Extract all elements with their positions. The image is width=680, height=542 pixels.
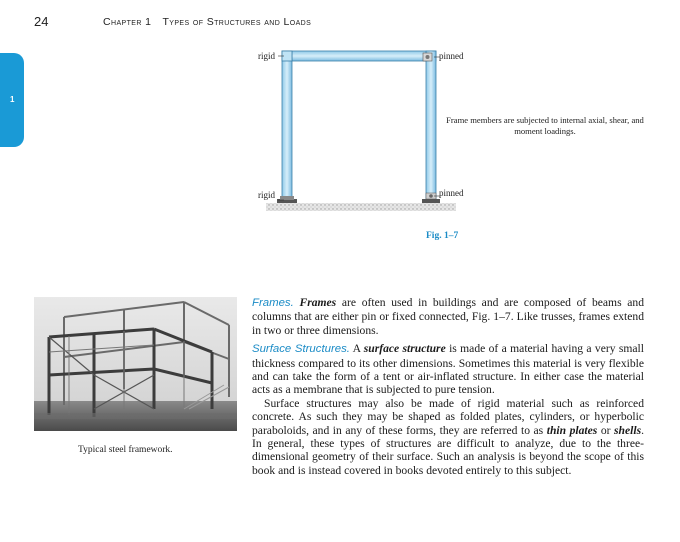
right-base-plate bbox=[422, 199, 440, 203]
thin-plates-term: thin plates bbox=[546, 423, 598, 437]
surface-paragraph-2 bbox=[252, 397, 644, 477]
surface-text-b: is made of a material having a very small thickness compared to its other dimensions. Sometimes this material is very flexible and can take the form of a tent or air-inflated structure. In either case the material acts as a membrane that is subjected to pure tension. bbox=[252, 342, 644, 397]
surface-text-a: A bbox=[349, 342, 364, 356]
photo-caption: Typical steel framework. bbox=[78, 445, 173, 455]
label-pinned-top: pinned bbox=[439, 51, 464, 61]
chapter-title: Types of Structures and Loads bbox=[162, 16, 312, 28]
shells-term: shells bbox=[614, 423, 642, 437]
surface-term: surface structure bbox=[363, 342, 446, 356]
label-pinned-bottom: pinned bbox=[439, 188, 464, 198]
chapter-label: Chapter 1 bbox=[103, 16, 152, 28]
frames-paragraph bbox=[252, 296, 644, 337]
label-rigid-bottom: rigid bbox=[258, 190, 275, 200]
frame-figure bbox=[240, 40, 660, 240]
body-text bbox=[252, 296, 644, 477]
surface-paragraph bbox=[252, 342, 644, 397]
frame-beam bbox=[282, 51, 436, 61]
surface-p2-a: Surface structures may also be made of rigid material such as reinforced concrete. As such they may be shaped as folded plates, cylinders, or hyperbolic paraboloids, and in any of these forms, they are referred to as bbox=[252, 396, 644, 437]
figure-caption: Fig. 1–7 bbox=[426, 231, 459, 241]
frames-heading: Frames. bbox=[252, 297, 294, 309]
label-rigid-top: rigid bbox=[258, 51, 275, 61]
page-number: 24 bbox=[34, 14, 49, 29]
bottom-right-pin bbox=[429, 194, 433, 198]
frames-term: Frames bbox=[299, 296, 337, 309]
frame-diagram bbox=[240, 40, 660, 240]
surface-p2-b: or bbox=[597, 423, 615, 437]
ground bbox=[266, 203, 456, 211]
running-head bbox=[103, 16, 311, 28]
figure-note: Frame members are subjected to internal axial, shear, and moment loadings. bbox=[446, 115, 644, 136]
steel-framework-photo bbox=[34, 297, 237, 431]
frames-text: are often used in buildings and are composed of beams and columns that are either pin or fixed connected, Fig. 1–7. Like trusses, frames extend in two or three dimensions. bbox=[252, 296, 644, 337]
chapter-tab-number: 1 bbox=[10, 95, 15, 104]
surface-heading: Surface Structures. bbox=[252, 343, 350, 356]
chapter-tab bbox=[0, 53, 24, 147]
left-column bbox=[282, 51, 292, 201]
right-column bbox=[426, 51, 436, 201]
surface-p2-c: . In general, these types of structures are difficult to analyze, due to the three-dimensional geometry of their surface. Such an analysis is beyond the scope of this book and is instead covered in books devoted entirely to this subject. bbox=[252, 423, 644, 477]
top-right-pin bbox=[426, 55, 430, 59]
